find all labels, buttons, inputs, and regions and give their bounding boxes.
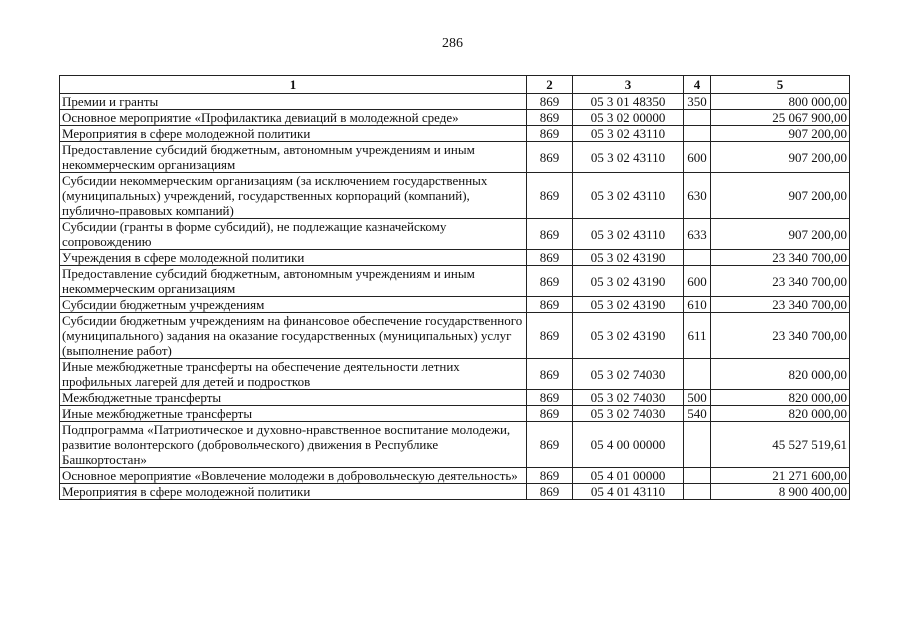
row-name-cell: Межбюджетные трансферты — [60, 390, 527, 406]
amount-cell: 23 340 700,00 — [711, 266, 850, 297]
row-name-cell: Субсидии бюджетным учреждениям на финансовое обеспечение государственного (муниципального) задания на оказание государственных (муниципальных) услуг (выполнение работ) — [60, 313, 527, 359]
expense-type-cell: 350 — [684, 94, 711, 110]
table-row — [60, 406, 850, 422]
target-article-cell: 05 3 02 43190 — [573, 297, 684, 313]
target-article-cell: 05 3 02 74030 — [573, 390, 684, 406]
target-article-cell: 05 3 01 48350 — [573, 94, 684, 110]
ministry-code-cell: 869 — [527, 250, 573, 266]
ministry-code-cell: 869 — [527, 468, 573, 484]
target-article-cell: 05 4 01 43110 — [573, 484, 684, 500]
target-article-cell: 05 3 02 00000 — [573, 110, 684, 126]
ministry-code-cell: 869 — [527, 297, 573, 313]
ministry-code-cell: 869 — [527, 390, 573, 406]
ministry-code-cell: 869 — [527, 406, 573, 422]
table-row — [60, 313, 850, 359]
target-article-cell: 05 3 02 43190 — [573, 313, 684, 359]
page-number: 286 — [442, 36, 463, 51]
expense-type-cell: 630 — [684, 173, 711, 219]
amount-cell: 23 340 700,00 — [711, 297, 850, 313]
row-name-cell: Предоставление субсидий бюджетным, автономным учреждениям и иным некоммерческим организациям — [60, 266, 527, 297]
row-name-cell: Иные межбюджетные трансферты — [60, 406, 527, 422]
table-row — [60, 266, 850, 297]
target-article-cell: 05 3 02 74030 — [573, 359, 684, 390]
row-name-cell: Предоставление субсидий бюджетным, автономным учреждениям и иным некоммерческим организациям — [60, 142, 527, 173]
row-name-cell: Основное мероприятие «Профилактика девиаций в молодежной среде» — [60, 110, 527, 126]
header-col-2: 2 — [527, 76, 573, 94]
table-row — [60, 142, 850, 173]
header-col-3: 3 — [573, 76, 684, 94]
expense-type-cell — [684, 422, 711, 468]
expense-type-cell: 500 — [684, 390, 711, 406]
row-name-cell: Подпрограмма «Патриотическое и духовно-нравственное воспитание молодежи, развитие волонтерского (добровольческого) движения в Республике Башкортостан» — [60, 422, 527, 468]
table-row — [60, 484, 850, 500]
expense-type-cell — [684, 110, 711, 126]
expense-type-cell — [684, 359, 711, 390]
table-row — [60, 126, 850, 142]
header-col-1: 1 — [60, 76, 527, 94]
row-name-cell: Основное мероприятие «Вовлечение молодежи в добровольческую деятельность» — [60, 468, 527, 484]
amount-cell: 820 000,00 — [711, 390, 850, 406]
amount-cell: 23 340 700,00 — [711, 313, 850, 359]
ministry-code-cell: 869 — [527, 94, 573, 110]
budget-table — [59, 75, 850, 500]
ministry-code-cell: 869 — [527, 219, 573, 250]
ministry-code-cell: 869 — [527, 110, 573, 126]
row-name-cell: Мероприятия в сфере молодежной политики — [60, 126, 527, 142]
target-article-cell: 05 3 02 43190 — [573, 266, 684, 297]
expense-type-cell: 633 — [684, 219, 711, 250]
target-article-cell: 05 3 02 43110 — [573, 173, 684, 219]
amount-cell: 8 900 400,00 — [711, 484, 850, 500]
amount-cell: 25 067 900,00 — [711, 110, 850, 126]
amount-cell: 23 340 700,00 — [711, 250, 850, 266]
target-article-cell: 05 3 02 43110 — [573, 219, 684, 250]
target-article-cell: 05 3 02 43110 — [573, 142, 684, 173]
row-name-cell: Учреждения в сфере молодежной политики — [60, 250, 527, 266]
row-name-cell: Премии и гранты — [60, 94, 527, 110]
row-name-cell: Субсидии (гранты в форме субсидий), не подлежащие казначейскому сопровождению — [60, 219, 527, 250]
amount-cell: 907 200,00 — [711, 173, 850, 219]
amount-cell: 907 200,00 — [711, 142, 850, 173]
amount-cell: 820 000,00 — [711, 406, 850, 422]
ministry-code-cell: 869 — [527, 484, 573, 500]
table-row — [60, 250, 850, 266]
table-row — [60, 390, 850, 406]
row-name-cell: Субсидии бюджетным учреждениям — [60, 297, 527, 313]
row-name-cell: Субсидии некоммерческим организациям (за исключением государственных (муниципальных) учреждений, государственных корпораций (компаний), публично-правовых компаний) — [60, 173, 527, 219]
target-article-cell: 05 3 02 43110 — [573, 126, 684, 142]
row-name-cell: Мероприятия в сфере молодежной политики — [60, 484, 527, 500]
header-col-4: 4 — [684, 76, 711, 94]
amount-cell: 21 271 600,00 — [711, 468, 850, 484]
amount-cell: 907 200,00 — [711, 219, 850, 250]
ministry-code-cell: 869 — [527, 142, 573, 173]
table-row — [60, 468, 850, 484]
expense-type-cell — [684, 250, 711, 266]
ministry-code-cell: 869 — [527, 266, 573, 297]
header-col-5: 5 — [711, 76, 850, 94]
ministry-code-cell: 869 — [527, 359, 573, 390]
ministry-code-cell: 869 — [527, 422, 573, 468]
target-article-cell: 05 3 02 43190 — [573, 250, 684, 266]
table-row — [60, 422, 850, 468]
table-row — [60, 219, 850, 250]
expense-type-cell: 600 — [684, 266, 711, 297]
expense-type-cell — [684, 484, 711, 500]
table-row — [60, 94, 850, 110]
table-header-row — [60, 76, 850, 94]
ministry-code-cell: 869 — [527, 313, 573, 359]
table-row — [60, 297, 850, 313]
expense-type-cell — [684, 126, 711, 142]
amount-cell: 820 000,00 — [711, 359, 850, 390]
amount-cell: 45 527 519,61 — [711, 422, 850, 468]
expense-type-cell — [684, 468, 711, 484]
target-article-cell: 05 3 02 74030 — [573, 406, 684, 422]
ministry-code-cell: 869 — [527, 173, 573, 219]
row-name-cell: Иные межбюджетные трансферты на обеспечение деятельности летних профильных лагерей для детей и подростков — [60, 359, 527, 390]
table-row — [60, 173, 850, 219]
expense-type-cell: 600 — [684, 142, 711, 173]
table-row — [60, 110, 850, 126]
table-row — [60, 359, 850, 390]
expense-type-cell: 540 — [684, 406, 711, 422]
expense-type-cell: 611 — [684, 313, 711, 359]
target-article-cell: 05 4 00 00000 — [573, 422, 684, 468]
ministry-code-cell: 869 — [527, 126, 573, 142]
expense-type-cell: 610 — [684, 297, 711, 313]
amount-cell: 800 000,00 — [711, 94, 850, 110]
amount-cell: 907 200,00 — [711, 126, 850, 142]
target-article-cell: 05 4 01 00000 — [573, 468, 684, 484]
